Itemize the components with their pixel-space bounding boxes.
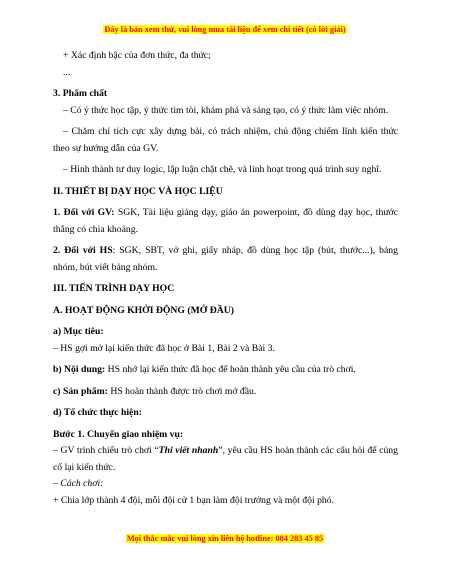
noi-dung-text: HS nhớ lại kiến thức đã học để hoàn thành yêu cầu của trò chơi. [105,364,356,375]
footer-banner-text: Mọi thắc mắc vui lòng xin liên hệ hotline: 084 283 45 85 [126,534,324,543]
noi-dung [53,362,398,379]
hs-text: : SGK, SBT, vở ghi, giấy nháp, đồ dùng học tập (bút, thước...), bảng nhóm, bút viết bảng nhóm. [53,245,398,273]
pham-chat-item-3: – Hình thành tư duy logic, lập luận chặt chẽ, và linh hoạt trong quá trình suy nghĩ. [63,164,382,175]
pham-chat-item-1: – Có ý thức học tập, ý thức tìm tòi, khám phá và sáng tạo, có ý thức làm việc nhóm. [63,104,389,116]
header-banner-text: Đây là bản xem thử, vui lòng mua tài liệu để xem chi tiết (có lời giải) [104,25,346,34]
cach-choi: – Cách chơi: [53,478,104,489]
muc-tieu-text: – HS gợi mở lại kiến thức đã học ở Bài 1, Bài 2 và Bài 3. [53,342,275,354]
hs-label: 2. Đối với HS [53,245,113,256]
hs-equipment [53,243,398,276]
noi-dung-label: b) Nội dung: [53,364,106,375]
footer-banner [0,534,450,543]
pham-chat-item-2: – Chăm chỉ tích cực xây dựng bài, có trách nhiệm, chủ động chiếm lĩnh kiến thức theo sự hướng dẫn của GV. [53,126,398,154]
document-body [53,48,398,509]
game-name: Thi viết nhanh [158,445,219,456]
muc-tieu-label: a) Mục tiêu: [53,326,104,337]
gv-label: 1. Đối với GV: [53,207,115,218]
ellipsis: ... [63,66,71,78]
gv-trinh-chieu-post: ”, yêu cầu HS hoàn thành các câu hỏi để củng cố lại kiến thức. [53,445,398,473]
san-pham-label: c) Sản phẩm: [53,385,108,397]
san-pham [53,384,398,401]
san-pham-text: HS hoàn thành được trò chơi mở đầu. [107,385,257,397]
pham-chat-heading: 3. Phẩm chất [53,88,108,99]
header-banner [0,25,450,34]
gv-equipment [53,205,398,238]
gv-trinh-chieu [53,443,398,476]
section-2-heading: II. THIẾT BỊ DẠY HỌC VÀ HỌC LIỆU [53,185,223,197]
gv-text: SGK, Tài liệu giảng dạy, giáo án powerpoint, đồ dùng dạy học, thước thẳng có chia khoảng. [53,207,398,235]
buoc-1-label: Bước 1. Chuyển giao nhiệm vụ: [53,428,184,440]
section-a-heading: A. HOẠT ĐỘNG KHỞI ĐỘNG (MỞ ĐẦU) [53,304,234,316]
chia-lop: + Chia lớp thành 4 đội, mỗi đội cử 1 bạn làm đội trưởng và một đội phó. [53,494,335,506]
gv-trinh-chieu-pre: – GV trình chiếu trò chơi “ [53,445,159,456]
line-bac: + Xác định bậc của đơn thức, đa thức; [63,50,211,61]
to-chuc-label: d) Tổ chức thực hiện: [53,407,142,418]
section-3-heading: III. TIẾN TRÌNH DẠY HỌC [53,283,175,294]
